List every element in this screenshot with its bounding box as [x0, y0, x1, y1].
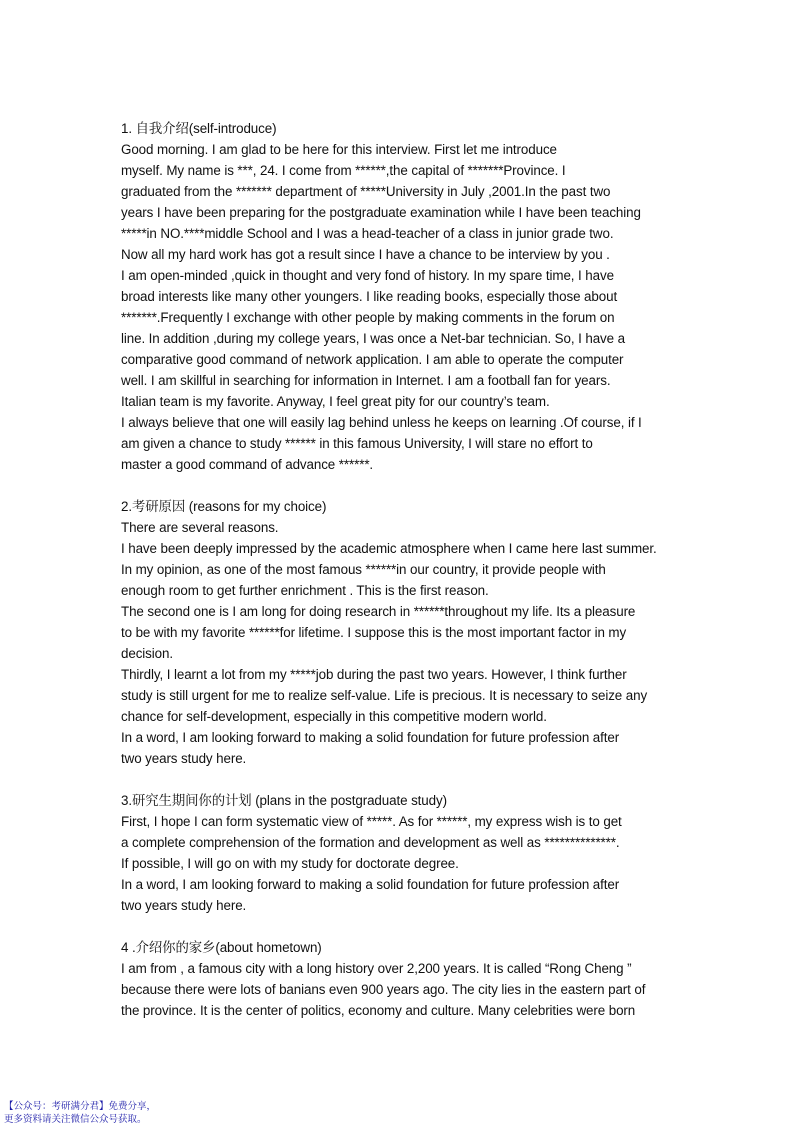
paragraph-line: comparative good command of network application. I am able to operate the computer — [121, 352, 624, 367]
paragraph-line: I am open-minded ,quick in thought and very fond of history. In my spare time, I have — [121, 268, 614, 283]
paragraph-line: First, I hope I can form systematic view of *****. As for ******, my express wish is to get — [121, 814, 622, 829]
paragraph-line: *****in NO.****middle School and I was a head-teacher of a class in junior grade two. — [121, 226, 614, 241]
paragraph-line: Thirdly, I learnt a lot from my *****job during the past two years. However, I think further — [121, 667, 627, 682]
section-plans — [121, 790, 681, 916]
paragraph-line: Now all my hard work has got a result since I have a chance to be interview by you . — [121, 247, 610, 262]
paragraph-line: Italian team is my favorite. Anyway, I feel great pity for our country’s team. — [121, 394, 550, 409]
section-heading: 1. 自我介绍(self-introduce) — [121, 121, 277, 136]
paragraph-line: In my opinion, as one of the most famous ******in our country, it provide people with — [121, 562, 606, 577]
paragraph-line: line. In addition ,during my college years, I was once a Net-bar technician. So, I have a — [121, 331, 625, 346]
paragraph-line: graduated from the ******* department of *****University in July ,2001.In the past two — [121, 184, 611, 199]
paragraph-line: well. I am skillful in searching for information in Internet. I am a football fan for years. — [121, 373, 611, 388]
paragraph-line: myself. My name is ***, 24. I come from ******,the capital of *******Province. I — [121, 163, 566, 178]
paragraph-line: because there were lots of banians even 900 years ago. The city lies in the eastern part of — [121, 982, 646, 997]
paragraph-line: *******.Frequently I exchange with other people by making comments in the forum on — [121, 310, 615, 325]
paragraph-line: If possible, I will go on with my study for doctorate degree. — [121, 856, 459, 871]
paragraph-line: two years study here. — [121, 751, 247, 766]
paragraph-line: There are several reasons. — [121, 520, 279, 535]
footer-line: 更多资料请关注微信公众号获取。 — [4, 1113, 147, 1125]
footer-note — [4, 1101, 156, 1126]
paragraph-line: chance for self-development, especially in this competitive modern world. — [121, 709, 547, 724]
paragraph-line: I have been deeply impressed by the academic atmosphere when I came here last summer. — [121, 541, 657, 556]
paragraph-line: the province. It is the center of politics, economy and culture. Many celebrities were born — [121, 1003, 636, 1018]
document-body — [121, 118, 681, 1042]
section-self-introduce — [121, 118, 681, 475]
paragraph-line: I am from , a famous city with a long history over 2,200 years. It is called “Rong Cheng ” — [121, 961, 632, 976]
section-heading: 2.考研原因 (reasons for my choice) — [121, 499, 327, 514]
paragraph-line: a complete comprehension of the formation and development as well as **************. — [121, 835, 620, 850]
paragraph-line: am given a chance to study ****** in this famous University, I will stare no effort to — [121, 436, 593, 451]
section-hometown — [121, 937, 681, 1021]
paragraph-line: master a good command of advance ******. — [121, 457, 374, 472]
paragraph-line: In a word, I am looking forward to making a solid foundation for future profession after — [121, 877, 620, 892]
paragraph-line: broad interests like many other youngers. I like reading books, especially those about — [121, 289, 618, 304]
section-reasons — [121, 496, 681, 769]
paragraph-line: decision. — [121, 646, 173, 661]
paragraph-line: In a word, I am looking forward to making a solid foundation for future profession after — [121, 730, 620, 745]
paragraph-line: to be with my favorite ******for lifetime. I suppose this is the most important factor in my — [121, 625, 627, 640]
paragraph-line: enough room to get further enrichment . This is the first reason. — [121, 583, 489, 598]
paragraph-line: two years study here. — [121, 898, 247, 913]
section-heading: 4 .介绍你的家乡(about hometown) — [121, 940, 322, 955]
paragraph-line: The second one is I am long for doing research in ******throughout my life. Its a pleasure — [121, 604, 636, 619]
paragraph-line: study is still urgent for me to realize self-value. Life is precious. It is necessary to seize any — [121, 688, 648, 703]
section-heading: 3.研究生期间你的计划 (plans in the postgraduate study) — [121, 793, 447, 808]
paragraph-line: years I have been preparing for the postgraduate examination while I have been teaching — [121, 205, 641, 220]
footer-line: 【公众号：考研满分君】免费分享， — [4, 1101, 157, 1112]
paragraph-line: I always believe that one will easily lag behind unless he keeps on learning .Of course, if I — [121, 415, 642, 430]
paragraph-line: Good morning. I am glad to be here for this interview. First let me introduce — [121, 142, 557, 157]
